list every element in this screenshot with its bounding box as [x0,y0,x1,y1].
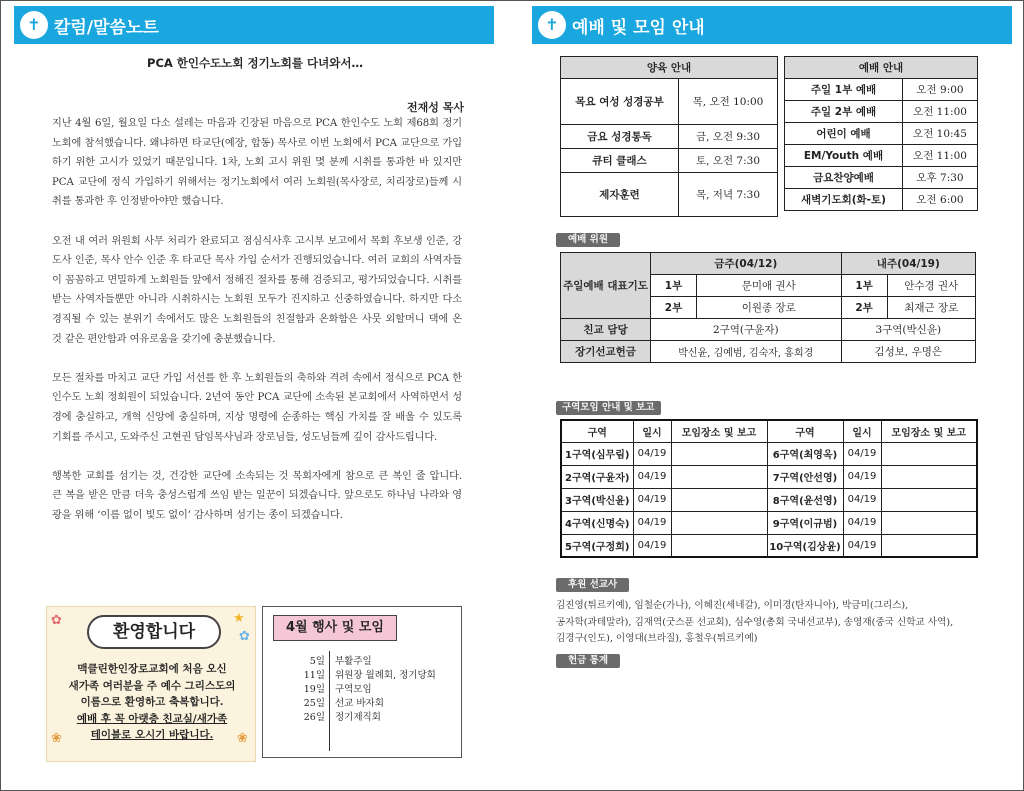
left-header-band [14,6,494,44]
event-text: 선교 바자회 [335,698,384,709]
group-date: 04/19 [843,511,881,534]
group-name: 4구역(신명숙) [561,511,633,534]
groups-header: 일시 [633,420,671,442]
left-header-title: 칼럼/말씀노트 [54,18,159,38]
training-name: 큐티 클래스 [561,149,679,173]
welcome-box [46,606,256,762]
worship-time: 오전 11:00 [903,145,978,167]
worship-name: EM/Youth 예배 [785,145,903,167]
flower-icon: ✿ [239,629,250,644]
group-name: 7구역(안선영) [767,465,843,488]
event-date: 19일 [303,684,325,695]
event-date: 25일 [303,698,325,709]
group-name: 8구역(윤선영) [767,488,843,511]
rep-next-2: 최재근 장로 [887,297,975,319]
right-header-title: 예배 및 모임 안내 [572,18,705,38]
training-time: 토, 오전 7:30 [679,149,778,173]
service-label: 1부 [841,275,887,297]
welcome-title: 환영합니다 [87,615,221,649]
missionaries-line: 김경구(인도), 이영대(브라질), 홍철우(튀르키예) [556,633,758,644]
event-text: 구역모임 [335,684,372,695]
group-report[interactable] [671,488,767,511]
group-date: 04/19 [633,442,671,465]
groups-header: 모임장소 및 보고 [671,420,767,442]
worship-name: 새벽기도회(화-토) [785,189,903,211]
event-date: 26일 [303,712,325,723]
offering-label: 장기선교헌금 [561,341,651,363]
events-title: 4월 행사 및 모임 [273,615,397,641]
rep-label: 주일예배 대표기도 [561,253,651,319]
groups-table [560,419,978,558]
group-date: 04/19 [843,465,881,488]
fellowship-next: 3구역(박신윤) [841,319,975,341]
group-report[interactable] [881,465,977,488]
events-divider [329,651,330,751]
group-date: 04/19 [633,465,671,488]
column-paragraph: 오전 내 여러 위원회 사무 처리가 완료되고 점심식사후 고시부 보고에서 목회 후보생 인준, 강도사 인준, 목사 안수 인준 후 타교단 목사 가입 순서가 진행되었습니다. 여러 교회의 사역자들이 꼼꼼하고 면밀하게 노회원들 앞에서 정해진 절차를 통해 검증되고, 평가되었습니다. 시취를 받는 사역자들뿐만 아니라 시취하시는 노회원 모두가 진지하고 신중하였습니다. 하지만 다소 경직될 수 있는 분위기 속에서도 많은 노회원들의 친절함과 온화함은 사뭇 외할머니 댁에 온 것 같은 편안함과 여유로움을 갖기에 충분했습니다. [52,235,462,345]
column-body [52,114,462,545]
tulip-icon: ❀ [237,731,248,746]
offering-this: 박신윤, 김예범, 김숙자, 홍희경 [651,341,842,363]
groups-header: 일시 [843,420,881,442]
service-label: 1부 [651,275,697,297]
group-date: 04/19 [633,511,671,534]
training-name: 목요 여성 성경공부 [561,79,679,125]
worship-name: 금요찬양예배 [785,167,903,189]
event-text: 위원장 월례회, 정기당회 [335,670,436,681]
service-label: 2부 [841,297,887,319]
church-logo-icon: ✝ [538,11,566,39]
worship-time: 오전 9:00 [903,79,978,101]
group-name: 5구역(구정희) [561,534,633,557]
training-time: 목, 오전 10:00 [679,79,778,125]
group-name: 2구역(구윤자) [561,465,633,488]
column-paragraph: 행복한 교회를 섬기는 것, 건강한 교단에 소속되는 것 목회자에게 참으로 큰 복인 줄 압니다. 큰 복을 받은 만큼 더욱 충성스럽게 쓰임 받는 일꾼이 되겠습니다. 앞으로도 하나님 나라와 영광을 위해 ‘이름 없이 빛도 없이’ 감사하며 섬기는 종이 되겠습니다. [52,470,462,521]
group-name: 1구역(심무림) [561,442,633,465]
group-name: 9구역(이규범) [767,511,843,534]
rep-this-2: 이원종 장로 [697,297,842,319]
missionaries-list [556,598,996,648]
training-header: 양육 안내 [561,57,778,79]
missionaries-line: 김진영(튀르키예), 임철순(가나), 이혜진(세네갈), 이미경(탄자니아), 박금미(그리스), [556,600,909,611]
group-date: 04/19 [843,534,881,557]
tulip-icon: ❀ [51,731,62,746]
welcome-line: 새가족 여러분을 주 예수 그리스도의 [68,679,236,692]
duty-table [560,252,976,363]
group-date: 04/19 [843,488,881,511]
right-header-band [532,6,1012,44]
welcome-line: 맥클린한인장로교회에 처음 오신 [77,663,227,675]
group-report[interactable] [881,534,977,557]
group-name: 10구역(김상윤) [767,534,843,557]
welcome-line: 예배 후 꼭 아랫층 친교실/새가족 [76,712,228,725]
group-name: 6구역(최영옥) [767,442,843,465]
groups-tag: 구역모임 안내 및 보고 [556,401,661,415]
missionaries-tag: 후원 선교사 [556,578,629,592]
next-week-header: 내주(04/19) [841,253,975,275]
training-table [560,56,778,217]
group-report[interactable] [881,442,977,465]
column-author: 전재성 목사 [407,101,464,114]
groups-header: 모임장소 및 보고 [881,420,977,442]
rep-next-1: 안수경 권사 [887,275,975,297]
rep-this-1: 문미애 권사 [697,275,842,297]
worship-time: 오후 7:30 [903,167,978,189]
column-paragraph: 모든 절차를 마치고 교단 가입 서선를 한 후 노회원들의 축하와 격려 속에서 정식으로 PCA 한인수도 노회 정회원이 되었습니다. 2년여 동안 PCA 교단에 소속된 본교회에서 사역하면서 성경에 충실하고, 개혁 신앙에 충실하며, 지상 명령에 순종하는 핵심 가치를 잘 배울 수 있도록 기회를 주시고, 도와주신 고현권 담임목사님과 장로님들, 성도님들께 깊이 감사드립니다. [52,372,462,443]
finance-tag: 헌금 통계 [556,654,620,668]
training-name: 금요 성경통독 [561,125,679,149]
welcome-line: 테이블로 오시기 바랍니다. [90,729,214,741]
duty-tag: 예배 위원 [556,233,620,247]
fellowship-label: 친교 담당 [561,319,651,341]
event-date: 5일 [309,656,325,667]
groups-header: 구역 [561,420,633,442]
welcome-line: 이름으로 환영하고 축복합니다. [80,696,224,708]
group-report[interactable] [671,465,767,488]
offering-next: 김성보, 우명은 [841,341,975,363]
group-report[interactable] [881,511,977,534]
group-report[interactable] [671,442,767,465]
event-text: 정기제직회 [335,712,381,723]
groups-header: 구역 [767,420,843,442]
star-icon: ★ [233,611,245,626]
group-date: 04/19 [633,534,671,557]
worship-time: 오전 6:00 [903,189,978,211]
worship-time: 오전 11:00 [903,101,978,123]
column-paragraph: 지난 4월 6일, 월요일 다소 설레는 마음과 긴장된 마음으로 PCA 한인수도 노회 제68회 정기노회에 참석했습니다. 왜냐하면 타교단(예장, 합동) 목사로 이번 노회에서 PCA 교단으로 가입하기 위한 고시가 있었기 때문입니다. 1차, 노회 고시 위원 몇 분께 시취를 통과한 바 있지만 PCA 교단에 정식 가입하기 위해서는 정기노회에서 여러 노회원(목사장로, 치리장로)들께 시취를 통과한 후 인정받아야만 했습니다. [52,118,462,208]
training-time: 금, 오전 9:30 [679,125,778,149]
group-report[interactable] [671,511,767,534]
group-date: 04/19 [843,442,881,465]
this-week-header: 금주(04/12) [651,253,842,275]
flower-icon: ✿ [51,613,62,628]
service-label: 2부 [651,297,697,319]
event-text: 부활주일 [335,656,372,667]
column-title: PCA 한인수도노회 정기노회를 다녀와서… [147,56,363,70]
fellowship-this: 2구역(구윤자) [651,319,842,341]
event-date: 11일 [303,670,325,681]
worship-time: 오전 10:45 [903,123,978,145]
group-date: 04/19 [633,488,671,511]
group-name: 3구역(박신윤) [561,488,633,511]
group-report[interactable] [881,488,977,511]
worship-name: 주일 2부 예배 [785,101,903,123]
training-time: 목, 저녁 7:30 [679,173,778,217]
worship-header: 예배 안내 [785,57,978,79]
church-logo-icon: ✝ [20,11,48,39]
worship-name: 주일 1부 예배 [785,79,903,101]
training-name: 제자훈련 [561,173,679,217]
group-report[interactable] [671,534,767,557]
worship-name: 어린이 예배 [785,123,903,145]
missionaries-line: 공자학(과테말라), 김재역(굿스푼 선교회), 심수영(총회 국내선교부), 송영재(중국 신학교 사역), [556,616,954,628]
worship-table [784,56,978,211]
welcome-body [55,661,249,744]
events-box [262,606,462,758]
